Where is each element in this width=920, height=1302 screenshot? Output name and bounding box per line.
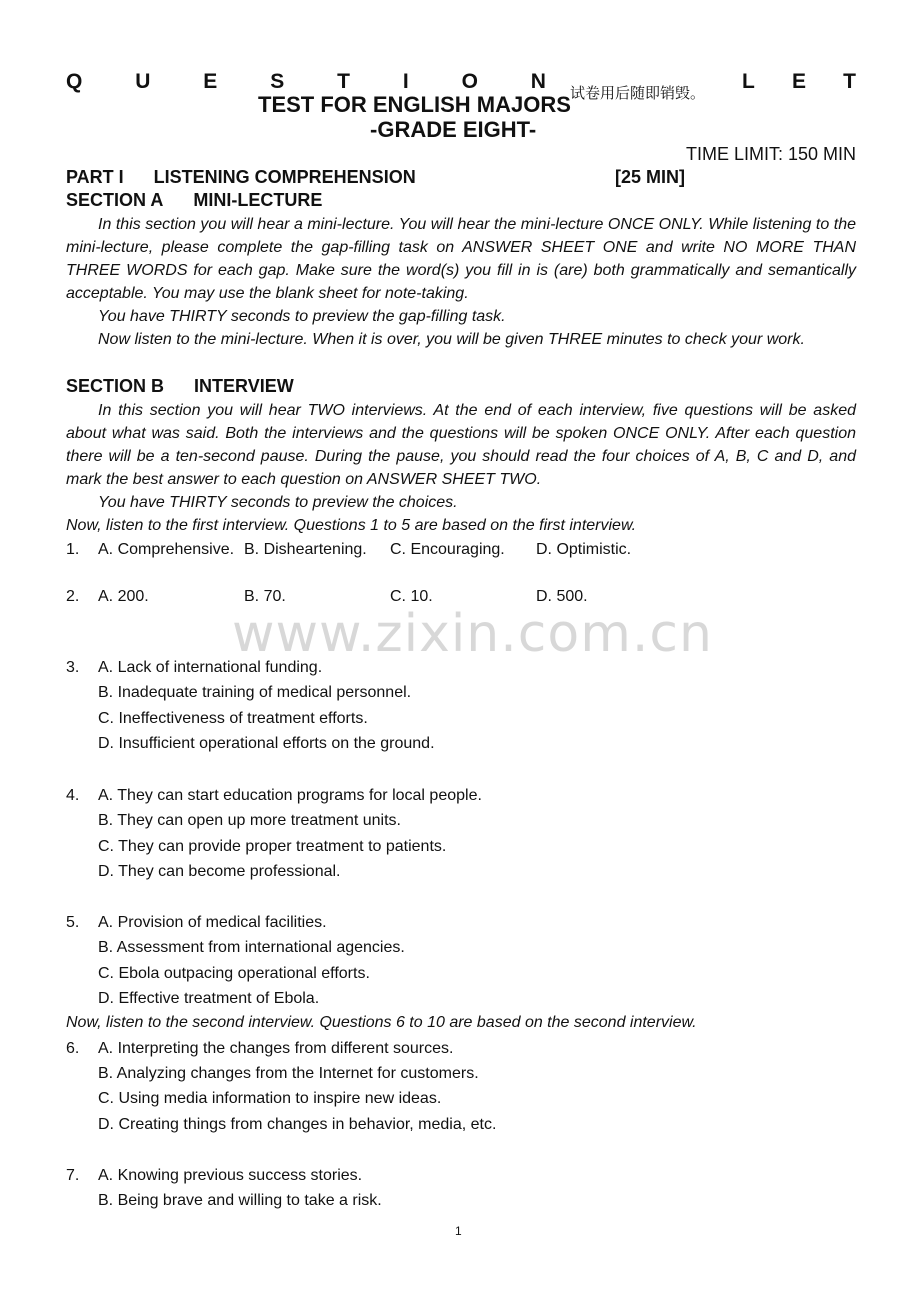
title-letter: L [742, 70, 755, 93]
option-c: C. 10. [390, 588, 433, 605]
question-number: 5. [66, 914, 80, 931]
question-7-option-row [66, 1188, 856, 1213]
interview-intro-2: Now, listen to the second interview. Questions 6 to 10 are based on the second interview. [66, 1014, 697, 1031]
title-letter: S [270, 70, 285, 93]
section-label: SECTION B [66, 376, 165, 396]
option-c: C. Encouraging. [390, 541, 505, 558]
time-limit: TIME LIMIT: 150 MIN [685, 144, 856, 164]
part-time: [25 MIN] [615, 167, 686, 187]
option-a: A. Provision of medical facilities. [98, 914, 327, 931]
title-letter: N [530, 70, 546, 93]
option-d: D. 500. [536, 588, 588, 605]
option-c: C. Ebola outpacing operational efforts. [98, 965, 370, 982]
question-6-option-row [66, 1086, 856, 1111]
title-letter: E [203, 70, 218, 93]
section-a-instructions [66, 213, 856, 351]
option-a: A. Knowing previous success stories. [98, 1167, 363, 1184]
instruction-paragraph: In this section you will hear TWO interviews. At the end of each interview, five questions will be asked about what was said. Both the interviews and the questions will be spoken ONCE ONLY. After each question there will be a ten-second pause. During the pause, you should read the four choices of A, B, C and D, and mark the best answer to each question on ANSWER SHEET TWO. [66, 402, 856, 488]
title-letter: O [461, 70, 478, 93]
part-title: LISTENING COMPREHENSION [153, 167, 416, 187]
title-letter: T [843, 70, 856, 93]
page-number: 1 [455, 1224, 462, 1238]
option-c: C. Ineffectiveness of treatment efforts. [98, 710, 368, 727]
question-5 [66, 910, 856, 935]
question-5-option-row [66, 961, 856, 986]
question-number: 2. [66, 588, 80, 605]
section-b-instructions [66, 399, 856, 537]
option-d: D. Effective treatment of Ebola. [98, 990, 320, 1007]
instruction-paragraph: You have THIRTY seconds to preview the gap-filling task. [98, 308, 506, 325]
option-b: B. 70. [244, 588, 286, 605]
option-b: B. Disheartening. [244, 541, 367, 558]
title-letter: T [337, 70, 350, 93]
question-3-option-row [66, 731, 856, 756]
section-label: SECTION A [66, 190, 164, 210]
title-letters-left [66, 70, 546, 94]
title-line-2: TEST FOR ENGLISH MAJORS [258, 92, 571, 117]
question-number: 1. [66, 541, 80, 558]
title-letter: I [402, 70, 409, 93]
option-d: D. They can become professional. [98, 863, 341, 880]
question-number: 6. [66, 1040, 80, 1057]
instruction-paragraph: You have THIRTY seconds to preview the choices. [98, 494, 458, 511]
question-7 [66, 1163, 856, 1188]
option-c: C. They can provide proper treatment to patients. [98, 838, 447, 855]
question-number: 7. [66, 1167, 80, 1184]
section-a-heading [66, 189, 856, 212]
option-b: B. Inadequate training of medical personnel. [98, 684, 412, 701]
option-a: A. They can start education programs for local people. [98, 787, 482, 804]
question-6-option-row [66, 1112, 856, 1137]
option-b: B. Assessment from international agencies. [98, 939, 405, 956]
question-5-option-row [66, 986, 856, 1011]
question-5-option-row [66, 935, 856, 960]
option-d: D. Insufficient operational efforts on the ground. [98, 735, 435, 752]
option-a: A. Comprehensive. [98, 541, 235, 558]
option-b: B. Analyzing changes from the Internet for customers. [98, 1065, 479, 1082]
question-4-option-row [66, 859, 856, 884]
option-b: B. They can open up more treatment units. [98, 812, 401, 829]
option-d: D. Optimistic. [536, 541, 632, 558]
title-letter: E [791, 70, 806, 93]
watermark: www.zixin.com.cn [232, 604, 713, 664]
option-a: A. Lack of international funding. [98, 659, 323, 676]
section-title: INTERVIEW [194, 376, 294, 396]
option-a: A. Interpreting the changes from different sources. [98, 1040, 454, 1057]
question-4-option-row [66, 808, 856, 833]
question-1 [66, 537, 856, 562]
question-number: 4. [66, 787, 80, 804]
chinese-note: 试卷用后随即销毁。 [570, 84, 706, 102]
section-title: MINI-LECTURE [193, 190, 323, 210]
question-6 [66, 1036, 856, 1061]
instruction-paragraph: Now listen to the mini-lecture. When it is over, you will be given THREE minutes to check your work. [98, 331, 805, 348]
part-heading [66, 166, 856, 189]
question-6-option-row [66, 1061, 856, 1086]
question-4 [66, 783, 856, 808]
section-b-heading [66, 375, 856, 398]
question-3-option-row [66, 680, 856, 705]
part-label: PART I [66, 167, 124, 187]
instruction-paragraph: In this section you will hear a mini-lecture. You will hear the mini-lecture ONCE ONLY. While listening to the mini-lecture, please complete the gap-filling task on ANSWER SHEET ONE and write NO MORE THAN THREE WORDS for each gap. Make sure the word(s) you fill in is (are) both grammatically and semantically acceptable. You may use the blank sheet for note-taking. [66, 216, 856, 302]
question-4-option-row [66, 834, 856, 859]
title-letters-right [742, 70, 856, 94]
option-b: B. Being brave and willing to take a risk. [98, 1192, 382, 1209]
title-letter: Q [66, 70, 83, 93]
title-letter: U [135, 70, 151, 93]
option-d: D. Creating things from changes in behavior, media, etc. [98, 1116, 497, 1133]
question-number: 3. [66, 659, 80, 676]
title-line-3: -GRADE EIGHT- [370, 117, 537, 142]
option-a: A. 200. [98, 588, 149, 605]
interview-intro: Now, listen to the first interview. Questions 1 to 5 are based on the first interview. [66, 517, 637, 534]
option-c: C. Using media information to inspire new ideas. [98, 1090, 442, 1107]
question-3-option-row [66, 706, 856, 731]
